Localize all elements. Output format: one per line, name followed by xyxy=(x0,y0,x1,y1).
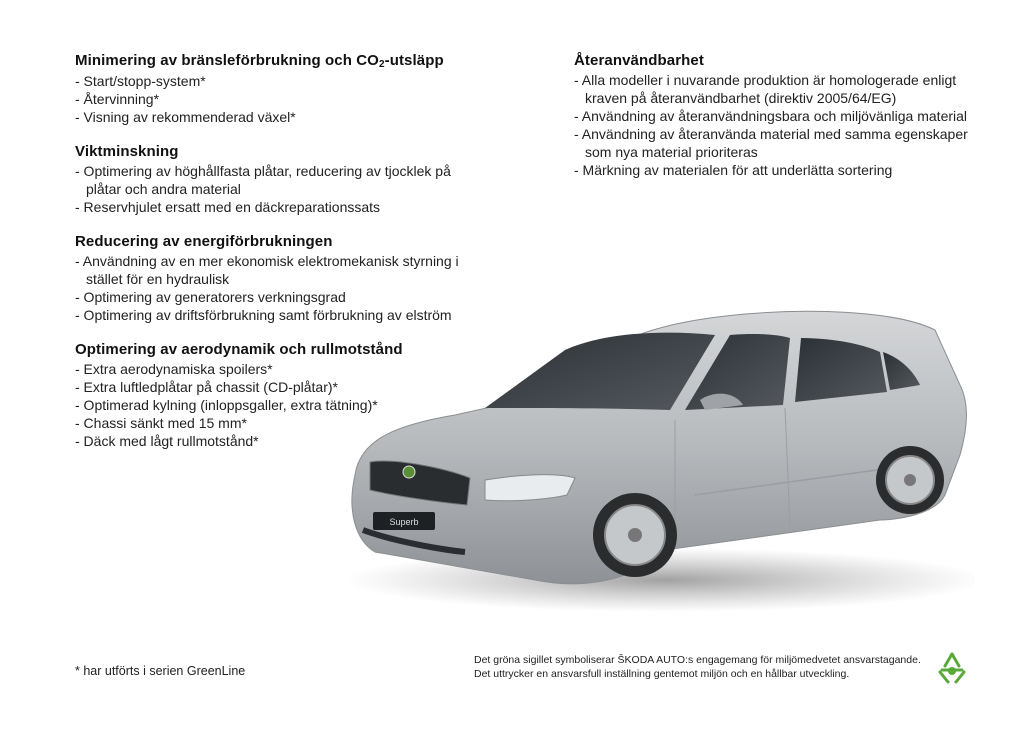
bullet-list xyxy=(574,71,984,179)
section-title: Viktminskning xyxy=(75,143,179,160)
section-title: Minimering av bränsleförbrukning och $CO_2$-utsläpp xyxy=(75,52,444,70)
list-item: - Användning av återanvända material med samma egenskaper som nya material prioriteras xyxy=(574,126,968,160)
seal-line: Det uttrycker en ansvarsfull inställning gentemot miljön och en hållbar utveckling. xyxy=(474,668,850,680)
section-title: Återanvändbarhet xyxy=(574,52,704,69)
footnote: * har utförts i serien GreenLine xyxy=(75,664,246,678)
list-item: - Däck med lågt rullmotstånd* xyxy=(75,433,259,449)
list-item: - Extra aerodynamiska spoilers* xyxy=(75,361,273,377)
section-fuel xyxy=(75,52,475,126)
section-title: Optimering av aerodynamik och rullmotstånd xyxy=(75,341,403,358)
list-item: - Användning av återanvändningsbara och miljövänliga material xyxy=(574,108,968,124)
front-hub xyxy=(628,528,642,542)
section-title: Reducering av energiförbrukningen xyxy=(75,233,333,250)
list-item: - Visning av rekommenderad växel* xyxy=(75,109,296,125)
list-item: - Start/stopp-system* xyxy=(75,73,206,89)
list-item: - Extra luftledplåtar på chassit (CD-plåtar)* xyxy=(75,379,338,395)
list-item: - Optimerad kylning (inloppsgaller, extra tätning)* xyxy=(75,397,378,413)
list-item: - Optimering av driftsförbrukning samt förbrukning av elström xyxy=(75,307,452,323)
right-column xyxy=(574,52,984,196)
car-image xyxy=(335,290,975,620)
list-item: - Optimering av höghållfasta plåtar, reducering av tjocklek på plåtar och andra material xyxy=(75,163,451,197)
bullet-list xyxy=(75,162,475,216)
logo-badge xyxy=(403,466,415,478)
recycle-seal-icon xyxy=(934,650,970,686)
list-item: - Reservhjulet ersatt med en däckreparationssats xyxy=(75,199,381,215)
list-item: - Optimering av generatorers verkningsgrad xyxy=(75,289,346,305)
seal-description xyxy=(474,653,936,681)
section-recycling xyxy=(574,52,984,179)
section-weight xyxy=(75,143,475,216)
list-item: - Alla modeller i nuvarande produktion är homologerade enligt kraven på återanvändbarhet (direktiv 2005/64/EG) xyxy=(574,72,957,106)
list-item: - Återvinning* xyxy=(75,91,160,107)
list-item: - Användning av en mer ekonomisk elektromekanisk styrning i stället för en hydraulisk xyxy=(75,253,459,287)
seal-line: Det gröna sigillet symboliserar ŠKODA AUTO:s engagemang för miljömedvetet ansvarstagande. xyxy=(474,654,921,666)
rear-hub xyxy=(904,474,916,486)
plate-text: Superb xyxy=(389,517,419,527)
list-item: - Chassi sänkt med 15 mm* xyxy=(75,415,247,431)
list-item: - Märkning av materialen för att underlätta sortering xyxy=(574,162,893,178)
bullet-list xyxy=(75,72,475,126)
